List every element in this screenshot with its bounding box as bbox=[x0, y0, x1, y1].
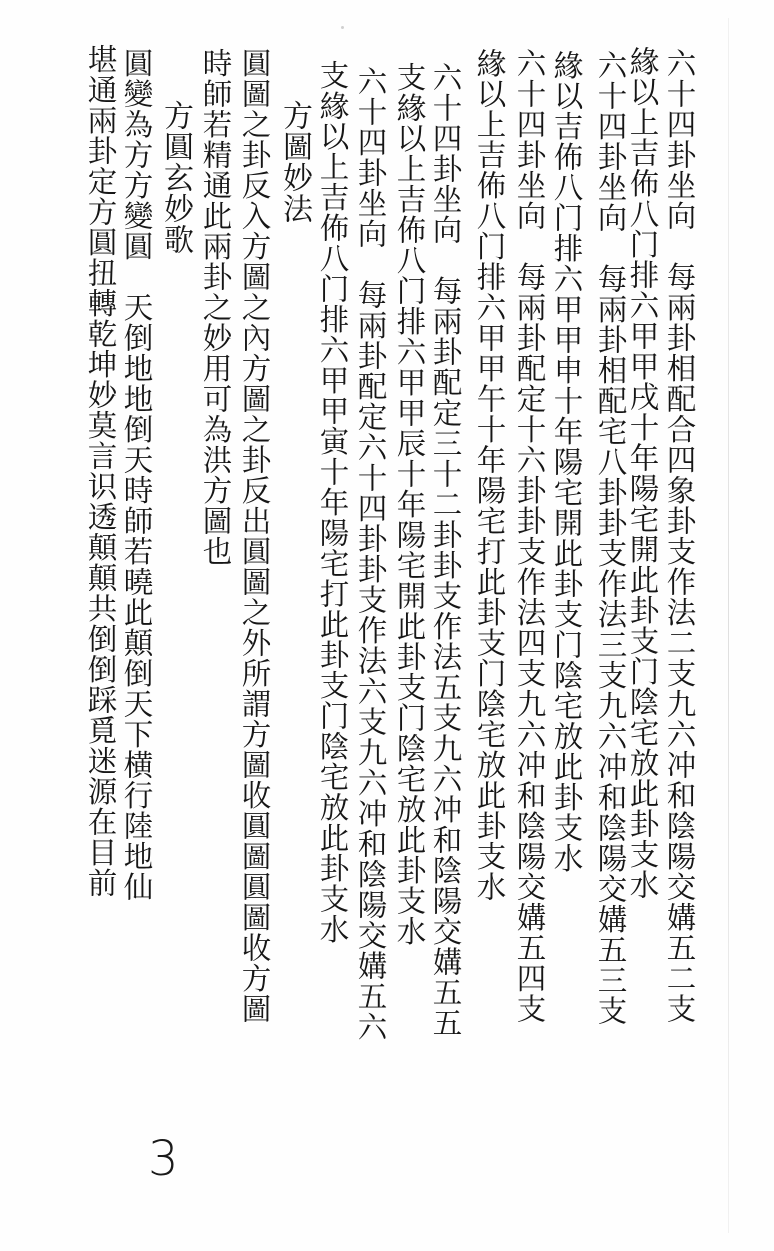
section-heading-fangtu-miaofa: 方圖妙法 bbox=[277, 100, 312, 224]
text-column-13: 時師若精通此兩卦之妙用可為洪方圖也 bbox=[198, 48, 233, 567]
page-number: 3 bbox=[148, 1131, 179, 1187]
text-column-16: 堪通兩卦定方圓扭轉乾坤妙莫言识透顛顛共倒倒踩覓迷源在目前 bbox=[83, 44, 118, 898]
text-column-15: 圓變為方方變圓 天倒地地倒天時師若曉此顛倒天下横行陸地仙 bbox=[119, 48, 154, 902]
text-column-2: 緣以上吉佈八门排六甲甲戌十年陽宅開此卦支门陰宅放此卦支水 bbox=[625, 46, 660, 900]
text-column-9: 六十四卦坐向 每兩卦配定六十四卦卦支作法六支九六冲和陰陽交媾五六 bbox=[353, 66, 388, 1042]
text-column-7: 六十四卦坐向 每兩卦配定三十二卦卦支作法五支九六冲和陰陽交媾五五 bbox=[428, 62, 463, 1038]
text-column-10: 支緣以上吉佈八门排六甲甲寅十年陽宅打此卦支门陰宅放此卦支水 bbox=[315, 60, 350, 945]
text-column-8: 支緣以上吉佈八门排六甲甲辰十年陽宅開此卦支门陰宅放此卦支水 bbox=[392, 62, 427, 947]
text-column-1: 六十四卦坐向 每兩卦相配合四象卦支作法二支九六冲和陰陽交媾五二支 bbox=[662, 48, 697, 1024]
text-column-5: 六十四卦坐向 每兩卦配定十六卦卦支作法四支九六冲和陰陽交媾五四支 bbox=[512, 48, 547, 1024]
scan-speck bbox=[341, 26, 344, 29]
text-column-6: 緣以上吉佈八门排六甲甲午十年陽宅打此卦支门陰宅放此卦支水 bbox=[472, 48, 507, 902]
text-column-12: 圓圖之卦反入方圖之內方圖之卦反出圓圖之外所謂方圖收圓圖圓圖收方圖 bbox=[237, 48, 272, 1024]
page-fold-line bbox=[728, 18, 729, 1233]
text-column-3: 六十四卦坐向 每兩卦相配宅八卦卦支作法三支九六冲和陰陽交媾五三支 bbox=[593, 50, 628, 1026]
section-heading-fangyuan-xuanmiao-ge: 方圓玄妙歌 bbox=[158, 100, 193, 255]
text-column-4: 緣以吉佈八门排六甲甲申十年陽宅開此卦支门陰宅放此卦支水 bbox=[549, 50, 584, 874]
